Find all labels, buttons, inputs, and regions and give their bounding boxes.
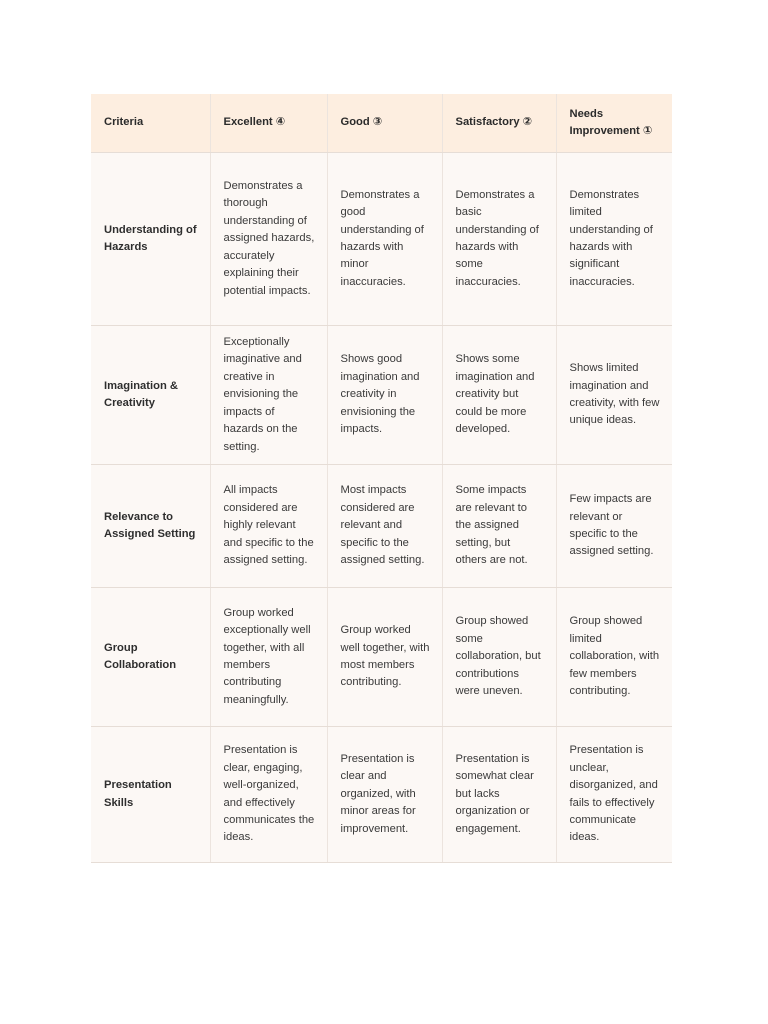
good-cell: Group worked well together, with most members contributing. xyxy=(327,588,442,727)
rubric-header xyxy=(91,94,672,153)
excellent-cell: All impacts considered are highly relevant and specific to the assigned setting. xyxy=(210,465,327,588)
header-satisfactory: Satisfactory ② xyxy=(442,94,556,153)
needs-improvement-cell: Few impacts are relevant or specific to the assigned setting. xyxy=(556,465,672,588)
table-row xyxy=(91,727,672,863)
needs-improvement-cell: Demonstrates limited understanding of hazards with significant inaccuracies. xyxy=(556,153,672,326)
criterion-cell: Relevance to Assigned Setting xyxy=(91,465,210,588)
table-row xyxy=(91,326,672,465)
satisfactory-cell: Some impacts are relevant to the assigned setting, but others are not. xyxy=(442,465,556,588)
good-cell: Presentation is clear and organized, with minor areas for improvement. xyxy=(327,727,442,863)
rubric-body xyxy=(91,153,672,863)
satisfactory-cell: Demonstrates a basic understanding of hazards with some inaccuracies. xyxy=(442,153,556,326)
good-cell: Shows good imagination and creativity in envisioning the impacts. xyxy=(327,326,442,465)
excellent-cell: Presentation is clear, engaging, well-organized, and effectively communicates the ideas. xyxy=(210,727,327,863)
satisfactory-cell: Shows some imagination and creativity but could be more developed. xyxy=(442,326,556,465)
table-row xyxy=(91,465,672,588)
needs-improvement-cell: Presentation is unclear, disorganized, and fails to effectively communicate ideas. xyxy=(556,727,672,863)
header-needs-improvement: Needs Improvement ① xyxy=(556,94,672,153)
excellent-cell: Exceptionally imaginative and creative in envisioning the impacts of hazards on the setting. xyxy=(210,326,327,465)
excellent-cell: Group worked exceptionally well together, with all members contributing meaningfully. xyxy=(210,588,327,727)
criterion-cell: Group Collaboration xyxy=(91,588,210,727)
needs-improvement-cell: Shows limited imagination and creativity, with few unique ideas. xyxy=(556,326,672,465)
satisfactory-cell: Group showed some collaboration, but contributions were uneven. xyxy=(442,588,556,727)
good-cell: Demonstrates a good understanding of hazards with minor inaccuracies. xyxy=(327,153,442,326)
header-row xyxy=(91,94,672,153)
header-good: Good ③ xyxy=(327,94,442,153)
header-criteria: Criteria xyxy=(91,94,210,153)
needs-improvement-cell: Group showed limited collaboration, with few members contributing. xyxy=(556,588,672,727)
table-row xyxy=(91,588,672,727)
header-excellent: Excellent ④ xyxy=(210,94,327,153)
good-cell: Most impacts considered are relevant and specific to the assigned setting. xyxy=(327,465,442,588)
criterion-cell: Understanding of Hazards xyxy=(91,153,210,326)
criterion-cell: Presentation Skills xyxy=(91,727,210,863)
satisfactory-cell: Presentation is somewhat clear but lacks organization or engagement. xyxy=(442,727,556,863)
table-row xyxy=(91,153,672,326)
excellent-cell: Demonstrates a thorough understanding of assigned hazards, accurately explaining their potential impacts. xyxy=(210,153,327,326)
criterion-cell: Imagination & Creativity xyxy=(91,326,210,465)
rubric-table xyxy=(91,94,672,863)
